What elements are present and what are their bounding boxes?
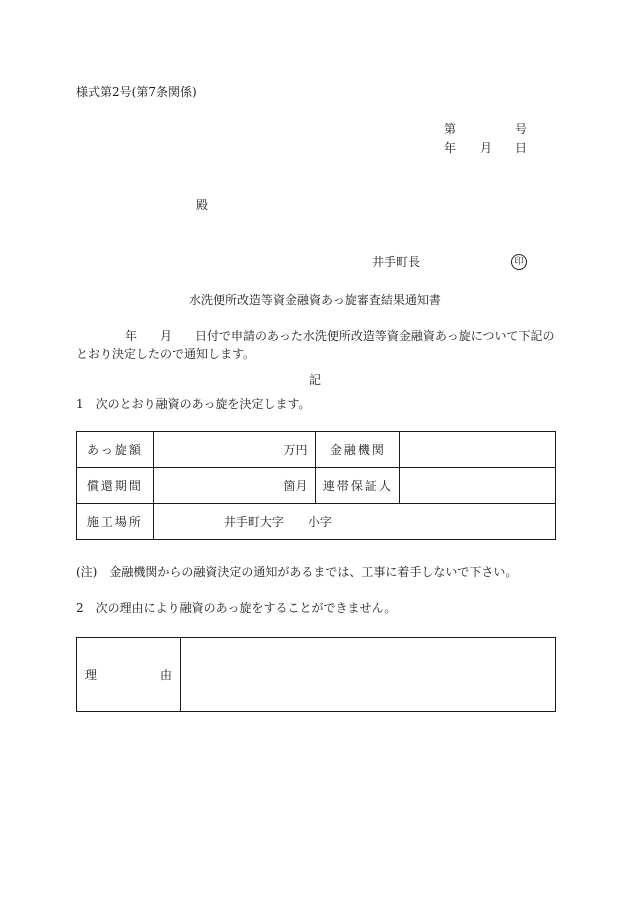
body-month: 月: [160, 329, 173, 343]
addressee-honorific: 殿: [196, 198, 209, 212]
note-text: (注) 金融機関からの融資決定の通知があるまでは、工事に着手しないで下さい。: [76, 565, 518, 579]
section2-heading: 2 次の理由により融資のあっ旋をすることができません。: [76, 601, 397, 615]
date-month-label: 月: [480, 141, 493, 155]
body-line1: 日付で申請のあった水洗便所改造等資金融資あっ旋について下記の: [195, 329, 555, 343]
table-row: [77, 638, 556, 712]
table-row: [77, 468, 556, 504]
table-row: [77, 432, 556, 468]
value-amount[interactable]: 万円: [153, 432, 316, 468]
label-institution: 金融機関: [316, 432, 400, 468]
value-guarantor[interactable]: [400, 468, 556, 504]
label-guarantor: 連帯保証人: [316, 468, 400, 504]
label-reason-right: 由: [159, 668, 172, 682]
date-day-label: 日: [515, 141, 528, 155]
form-number: 様式第2号(第7条関係): [76, 85, 197, 99]
section1-heading: 1 次のとおり融資のあっ旋を決定します。: [76, 397, 311, 411]
table-row: [77, 504, 556, 540]
value-repayment-period[interactable]: 箇月: [153, 468, 316, 504]
value-institution[interactable]: [400, 432, 556, 468]
body-line2: とおり決定したので通知します。: [76, 347, 256, 361]
date-year-label: 年: [444, 141, 457, 155]
document-number-label: 第: [444, 122, 457, 136]
seal-mark: 印: [511, 254, 527, 270]
label-amount: あっ旋額: [77, 432, 154, 468]
value-site[interactable]: 井手町大字 小字: [153, 504, 555, 540]
sender-title: 井手町長: [372, 255, 421, 269]
approval-table: [76, 431, 556, 540]
label-site: 施工場所: [77, 504, 154, 540]
label-repayment-period: 償還期間: [77, 468, 154, 504]
document-title: 水洗便所改造等資金融資あっ旋審査結果通知書: [189, 293, 441, 307]
document-number-suffix: 号: [515, 122, 528, 136]
rejection-table: [76, 637, 556, 712]
label-reason-left: 理: [85, 668, 98, 682]
ki-heading: 記: [308, 373, 321, 387]
label-reason: [77, 638, 181, 712]
value-reason[interactable]: [181, 638, 556, 712]
body-year: 年: [125, 329, 138, 343]
